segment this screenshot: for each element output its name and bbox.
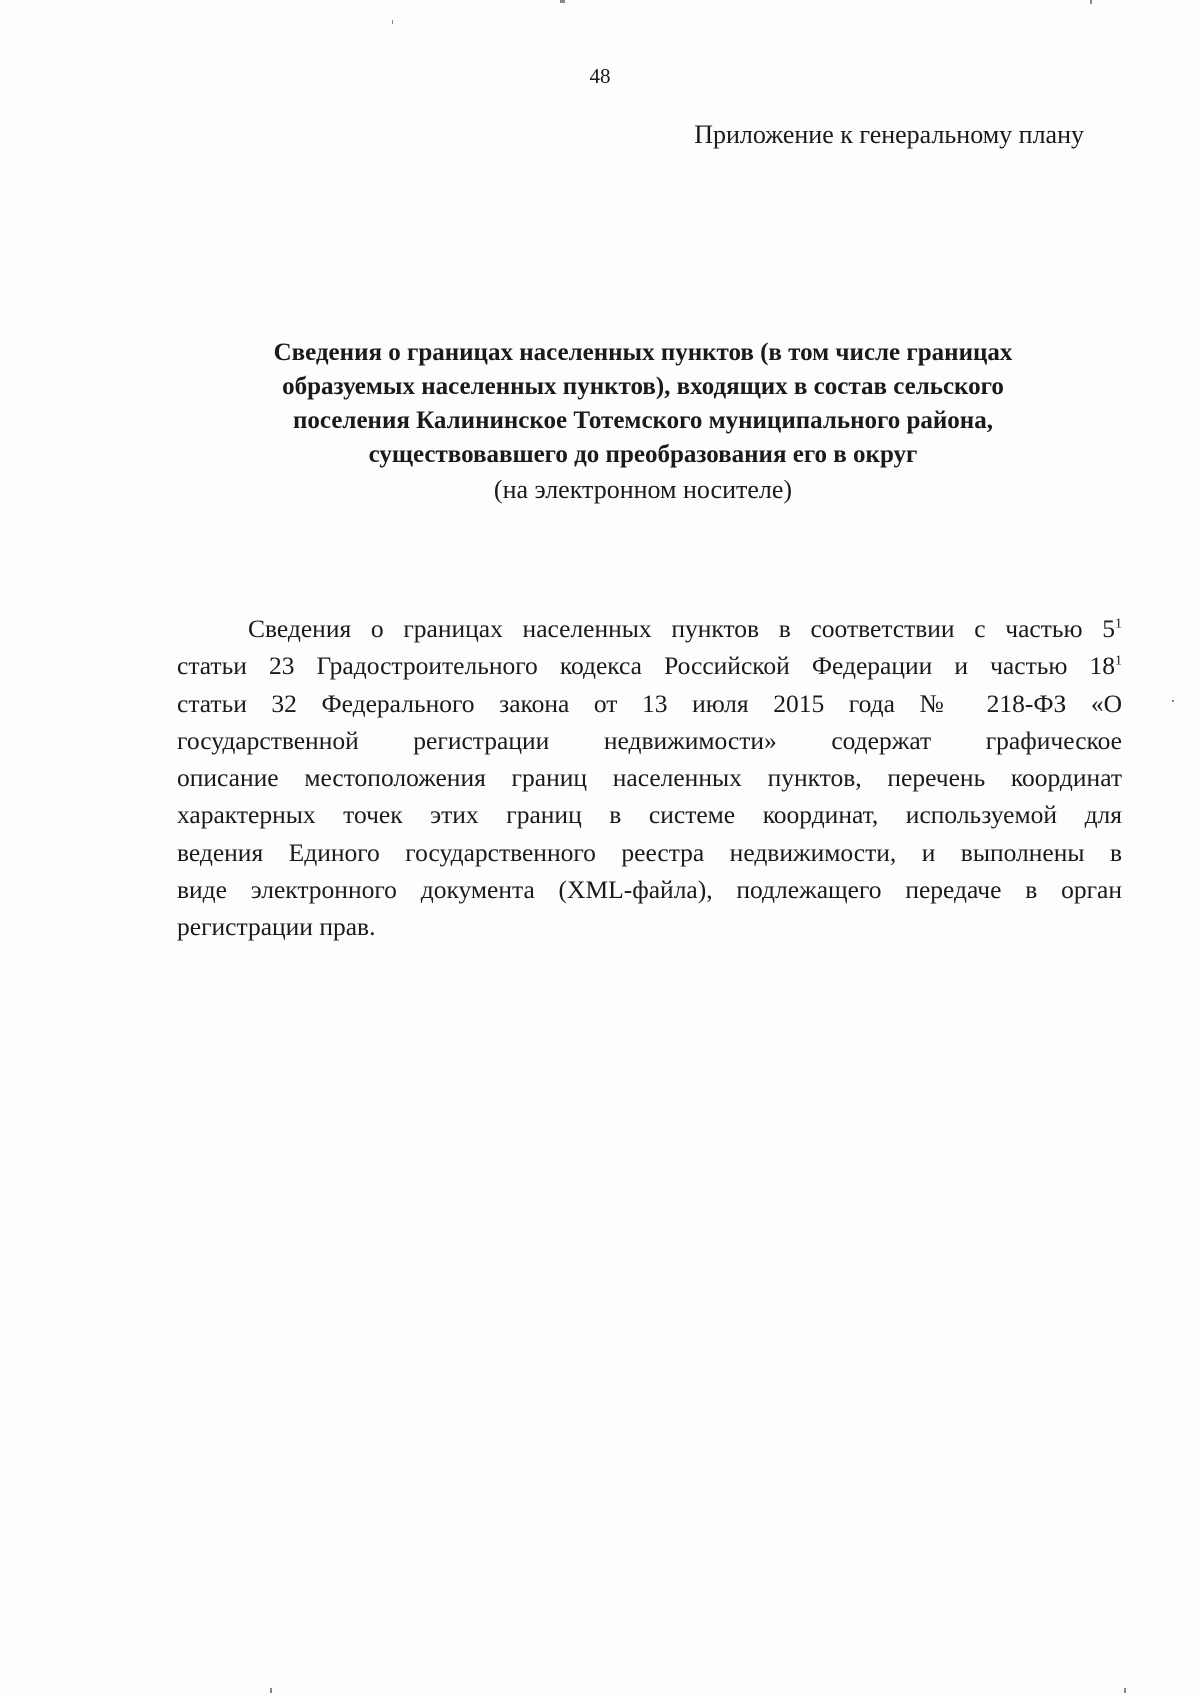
body-line: ведения Единого государственного реестра недвижимости, и выполнены в bbox=[177, 837, 1122, 867]
body-line-text: статьи 23 Градостроительного кодекса Российской Федерации и частью 18 bbox=[177, 651, 1115, 681]
body-paragraph bbox=[177, 610, 1122, 946]
scan-artifact bbox=[1090, 0, 1092, 4]
body-line: виде электронного документа (XML-файла), подлежащего передаче в орган bbox=[177, 875, 1122, 905]
scan-artifact bbox=[1124, 1688, 1126, 1693]
document-title bbox=[200, 336, 1086, 508]
body-line bbox=[177, 647, 1122, 684]
body-line: характерных точек этих границ в системе координат, используемой для bbox=[177, 800, 1122, 830]
title-subtitle: (на электронном носителе) bbox=[493, 475, 793, 504]
body-line: статьи 32 Федерального закона от 13 июля 2015 года № 218-ФЗ «О bbox=[177, 688, 1122, 718]
superscript: 1 bbox=[1115, 616, 1122, 632]
title-line: поселения Калининское Тотемского муниципального района, bbox=[293, 407, 993, 434]
page-number: 48 bbox=[589, 64, 611, 88]
scan-artifact bbox=[270, 1688, 272, 1693]
scan-artifact bbox=[392, 20, 393, 24]
title-line: Сведения о границах населенных пунктов (в том числе границах bbox=[273, 339, 1013, 366]
body-line: государственной регистрации недвижимости» содержат графическое bbox=[177, 725, 1122, 755]
superscript: 1 bbox=[1115, 653, 1122, 669]
title-line: образуемых населенных пунктов), входящих в состав сельского bbox=[282, 373, 1004, 400]
appendix-note: Приложение к генеральному плану bbox=[694, 120, 1084, 149]
title-line: существовавшего до преобразования его в округ bbox=[368, 441, 918, 468]
scan-artifact bbox=[1172, 700, 1174, 702]
body-line-text: Сведения о границах населенных пунктов в соответствии с частью 5 bbox=[248, 614, 1115, 643]
body-line: регистрации прав. bbox=[177, 912, 376, 942]
body-line: описание местоположения границ населенных пунктов, перечень координат bbox=[177, 763, 1122, 793]
scan-artifact bbox=[560, 0, 565, 3]
body-line bbox=[177, 610, 1122, 647]
